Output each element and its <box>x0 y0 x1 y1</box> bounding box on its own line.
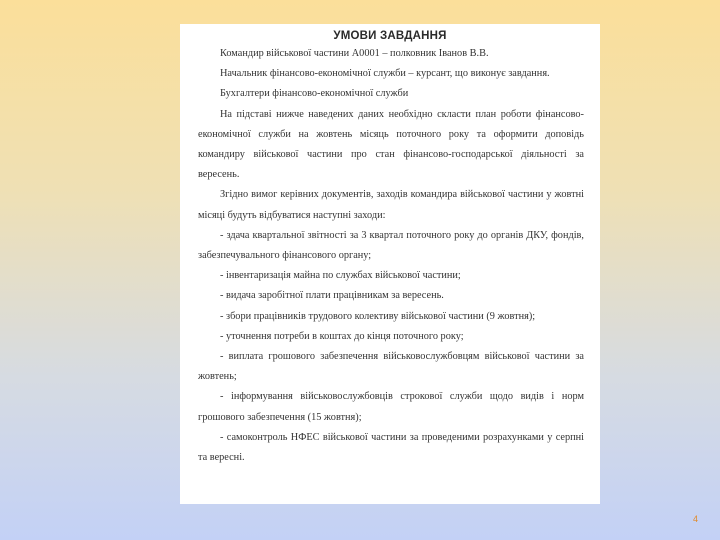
slide-page-number: 4 <box>692 514 698 524</box>
list-item-informing: - інформування військовослужбовців строкової служби щодо видів і норм грошового забезпечення (15 жовтня); <box>198 391 584 423</box>
paragraph-chief: Начальник фінансово-економічної служби – курсант, що виконує завдання. <box>220 68 550 80</box>
document-title: УМОВИ ЗАВДАННЯ <box>333 30 447 42</box>
paragraph-commander: Командир військової частини А0001 – полковник Іванов В.В. <box>220 48 489 59</box>
list-item-funds: - уточнення потреби в коштах до кінця поточного року; <box>220 330 464 342</box>
document-body <box>198 44 584 468</box>
paragraph-events-intro: Згідно вимог керівних документів, заходів командира військової частини у жовтні місяці будуть відбуватися наступні заходи: <box>198 189 584 221</box>
list-item-selfcontrol: - самоконтроль НФЕС військової частини за проведеними розрахунками у серпні та вересні. <box>198 431 584 464</box>
list-item-allowance: - виплата грошового забезпечення військовослужбовцям військової частини за жовтень; <box>198 351 584 383</box>
list-item-meeting: - збори працівників трудового колективу військової частини (9 жовтня); <box>220 310 536 322</box>
list-item-inventory: - інвентаризація майна по службах військової частини; <box>220 270 461 282</box>
document-page <box>180 24 600 504</box>
list-item-reporting: - здача квартальної звітності за 3 квартал поточного року до органів ДКУ, фондів, забезпечувального фінансового органу; <box>198 229 584 262</box>
paragraph-accountants: Бухгалтери фінансово-економічної служби <box>220 88 409 100</box>
paragraph-task: На підставі нижче наведених даних необхідно скласти план роботи фінансово-економічної служби на жовтень місяць поточного року та оформити доповідь командиру військової частини про стан фінансово-господарської діяльності за вересень. <box>198 108 584 181</box>
list-item-salary: - видача заробітної плати працівникам за вересень. <box>220 290 444 302</box>
